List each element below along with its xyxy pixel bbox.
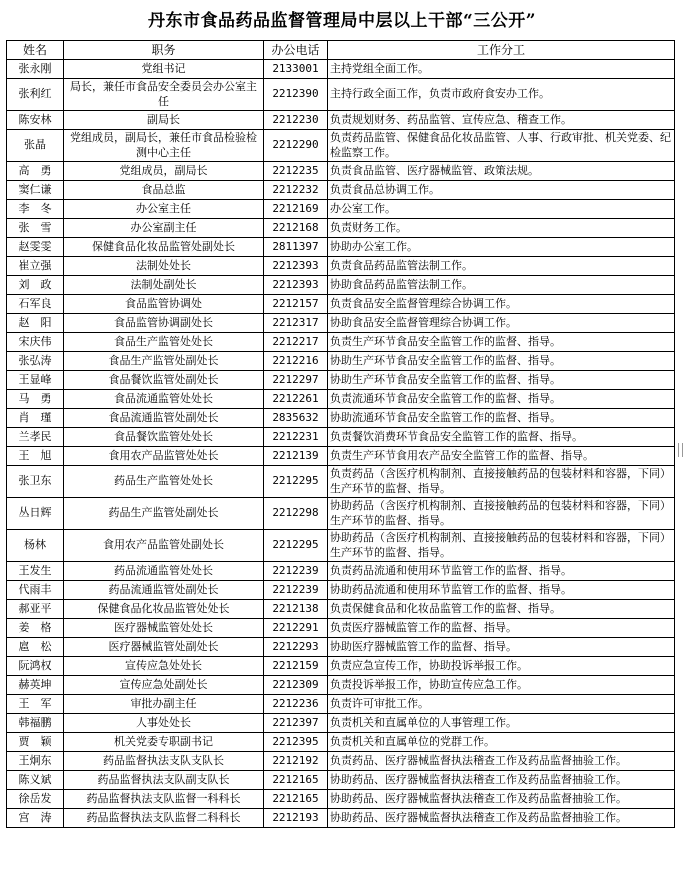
cell-post: 党组成员，副局长: [64, 162, 264, 181]
cell-name: 石军良: [7, 295, 64, 314]
cell-phone: 2212168: [264, 219, 328, 238]
cell-duty: 协助生产环节食品安全监管工作的监督、指导。: [328, 352, 675, 371]
cell-phone: 2212192: [264, 752, 328, 771]
cell-phone: 2212298: [264, 498, 328, 530]
cell-name: 宫 涛: [7, 809, 64, 828]
cell-post: 副局长: [64, 111, 264, 130]
cell-duty: 负责机关和直属单位的人事管理工作。: [328, 714, 675, 733]
cell-post: 药品监督执法支队监督二科科长: [64, 809, 264, 828]
cell-name: 马 勇: [7, 390, 64, 409]
cell-phone: 2212157: [264, 295, 328, 314]
cell-name: 刘 政: [7, 276, 64, 295]
cell-post: 机关党委专职副书记: [64, 733, 264, 752]
cell-name: 王炯东: [7, 752, 64, 771]
cell-duty: 负责药品、医疗器械监督执法稽查工作及药品监督抽验工作。: [328, 752, 675, 771]
table-row: [7, 79, 675, 111]
table-row: [7, 619, 675, 638]
cell-duty: 协助流通环节食品安全监管工作的监督、指导。: [328, 409, 675, 428]
cell-name: 丛日辉: [7, 498, 64, 530]
cell-name: 张永刚: [7, 60, 64, 79]
cell-name: 陈义斌: [7, 771, 64, 790]
cell-duty: 协助药品、医疗器械监督执法稽查工作及药品监督抽验工作。: [328, 809, 675, 828]
table-row: [7, 600, 675, 619]
cell-duty: 负责应急宣传工作，协助投诉举报工作。: [328, 657, 675, 676]
cell-name: 徐岳发: [7, 790, 64, 809]
cell-phone: 2212231: [264, 428, 328, 447]
table-row: [7, 657, 675, 676]
cell-phone: 2212393: [264, 276, 328, 295]
cell-name: 赵雯雯: [7, 238, 64, 257]
cell-duty: 协助医疗器械监管工作的监督、指导。: [328, 638, 675, 657]
cell-phone: 2133001: [264, 60, 328, 79]
table-row: [7, 790, 675, 809]
cell-post: 食用农产品监管处副处长: [64, 530, 264, 562]
cell-post: 局长，兼任市食品安全委员会办公室主任: [64, 79, 264, 111]
table-header-row: [7, 41, 675, 60]
cell-duty: 负责许可审批工作。: [328, 695, 675, 714]
cell-phone: 2212165: [264, 771, 328, 790]
cell-name: 赵 阳: [7, 314, 64, 333]
table-row: [7, 111, 675, 130]
cell-phone: 2212235: [264, 162, 328, 181]
cell-duty: 负责规划财务、药品监管、宣传应急、稽查工作。: [328, 111, 675, 130]
cell-post: 党组成员，副局长，兼任市食品检验检测中心主任: [64, 130, 264, 162]
cell-duty: 负责药品监管、保健食品化妆品监管、人事、行政审批、机关党委、纪检监察工作。: [328, 130, 675, 162]
table-row: [7, 447, 675, 466]
cell-duty: 主持行政全面工作，负责市政府食安办工作。: [328, 79, 675, 111]
table-row: [7, 695, 675, 714]
cell-duty: 负责流通环节食品安全监管工作的监督、指导。: [328, 390, 675, 409]
cell-duty: 负责财务工作。: [328, 219, 675, 238]
cell-post: 宣传应急处副处长: [64, 676, 264, 695]
table-row: [7, 276, 675, 295]
cell-duty: 办公室工作。: [328, 200, 675, 219]
cell-post: 法制处副处长: [64, 276, 264, 295]
table-body: [7, 60, 675, 828]
cell-phone: 2212217: [264, 333, 328, 352]
table-row: [7, 200, 675, 219]
cell-name: 郝亚平: [7, 600, 64, 619]
table-row: [7, 714, 675, 733]
cell-phone: 2212317: [264, 314, 328, 333]
cell-phone: 2212236: [264, 695, 328, 714]
cell-post: 食品流通监管处副处长: [64, 409, 264, 428]
table-row: [7, 352, 675, 371]
cell-post: 食品监管协调副处长: [64, 314, 264, 333]
cell-name: 王 旭: [7, 447, 64, 466]
table-row: [7, 60, 675, 79]
cell-name: 肖 瑾: [7, 409, 64, 428]
cell-duty: 负责餐饮消费环节食品安全监管工作的监督、指导。: [328, 428, 675, 447]
cell-name: 陈安林: [7, 111, 64, 130]
table-row: [7, 428, 675, 447]
cell-post: 药品监督执法支队支队长: [64, 752, 264, 771]
cell-post: 食品总监: [64, 181, 264, 200]
cell-name: 崔立强: [7, 257, 64, 276]
cell-post: 食用农产品监管处处长: [64, 447, 264, 466]
scroll-grip: [678, 443, 683, 457]
table-row: [7, 530, 675, 562]
table-row: [7, 771, 675, 790]
cell-phone: 2212169: [264, 200, 328, 219]
table-row: [7, 562, 675, 581]
cell-post: 食品监管协调处: [64, 295, 264, 314]
cell-post: 医疗器械监管处处长: [64, 619, 264, 638]
staff-table: [6, 40, 675, 828]
column-header-post: 职务: [64, 41, 264, 60]
cell-duty: 协助办公室工作。: [328, 238, 675, 257]
cell-duty: 负责食品安全监督管理综合协调工作。: [328, 295, 675, 314]
cell-post: 食品餐饮监管处副处长: [64, 371, 264, 390]
cell-duty: 协助药品、医疗器械监督执法稽查工作及药品监督抽验工作。: [328, 790, 675, 809]
table-row: [7, 409, 675, 428]
cell-duty: 负责投诉举报工作，协助宣传应急工作。: [328, 676, 675, 695]
cell-duty: 负责机关和直属单位的党群工作。: [328, 733, 675, 752]
cell-post: 医疗器械监管处副处长: [64, 638, 264, 657]
cell-post: 保健食品化妆品监管处副处长: [64, 238, 264, 257]
cell-phone: 2212393: [264, 257, 328, 276]
cell-post: 审批办副主任: [64, 695, 264, 714]
cell-duty: 主持党组全面工作。: [328, 60, 675, 79]
cell-name: 兰孝民: [7, 428, 64, 447]
cell-post: 办公室主任: [64, 200, 264, 219]
cell-phone: 2811397: [264, 238, 328, 257]
cell-phone: 2835632: [264, 409, 328, 428]
table-row: [7, 638, 675, 657]
cell-post: 党组书记: [64, 60, 264, 79]
cell-name: 张晶: [7, 130, 64, 162]
cell-duty: 负责药品流通和使用环节监管工作的监督、指导。: [328, 562, 675, 581]
cell-duty: 负责生产环节食品安全监管工作的监督、指导。: [328, 333, 675, 352]
cell-phone: 2212397: [264, 714, 328, 733]
cell-duty: 负责医疗器械监管工作的监督、指导。: [328, 619, 675, 638]
cell-duty: 负责药品（含医疗机构制剂、直接接触药品的包装材料和容器，下同）生产环节的监督、指导。: [328, 466, 675, 498]
cell-phone: 2212390: [264, 79, 328, 111]
cell-post: 食品生产监管处副处长: [64, 352, 264, 371]
cell-post: 人事处处长: [64, 714, 264, 733]
table-row: [7, 733, 675, 752]
cell-name: 高 勇: [7, 162, 64, 181]
cell-phone: 2212138: [264, 600, 328, 619]
table-row: [7, 181, 675, 200]
table-row: [7, 295, 675, 314]
table-row: [7, 466, 675, 498]
cell-phone: 2212159: [264, 657, 328, 676]
cell-name: 韩福鹏: [7, 714, 64, 733]
cell-name: 扈 松: [7, 638, 64, 657]
cell-post: 食品流通监管处处长: [64, 390, 264, 409]
cell-duty: 负责食品总协调工作。: [328, 181, 675, 200]
cell-post: 食品生产监管处处长: [64, 333, 264, 352]
table-row: [7, 333, 675, 352]
table-row: [7, 371, 675, 390]
table-row: [7, 219, 675, 238]
cell-name: 王发生: [7, 562, 64, 581]
cell-name: 姜 格: [7, 619, 64, 638]
table-row: [7, 238, 675, 257]
column-header-phone: 办公电话: [264, 41, 328, 60]
table-row: [7, 130, 675, 162]
cell-duty: 协助药品（含医疗机构制剂、直接接触药品的包装材料和容器，下同）生产环节的监督、指导。: [328, 498, 675, 530]
cell-phone: 2212232: [264, 181, 328, 200]
cell-post: 宣传应急处处长: [64, 657, 264, 676]
table-row: [7, 752, 675, 771]
table-row: [7, 162, 675, 181]
table-row: [7, 314, 675, 333]
cell-name: 杨林: [7, 530, 64, 562]
cell-name: 窦仁谦: [7, 181, 64, 200]
cell-name: 赫英坤: [7, 676, 64, 695]
column-header-duty: 工作分工: [328, 41, 675, 60]
cell-phone: 2212297: [264, 371, 328, 390]
cell-phone: 2212230: [264, 111, 328, 130]
cell-name: 宋庆伟: [7, 333, 64, 352]
cell-phone: 2212239: [264, 562, 328, 581]
table-row: [7, 809, 675, 828]
table-row: [7, 676, 675, 695]
cell-duty: 负责保健食品和化妆品监管工作的监督、指导。: [328, 600, 675, 619]
cell-duty: 负责食品药品监管法制工作。: [328, 257, 675, 276]
cell-post: 药品生产监管处处长: [64, 466, 264, 498]
cell-phone: 2212295: [264, 530, 328, 562]
column-header-name: 姓名: [7, 41, 64, 60]
cell-phone: 2212395: [264, 733, 328, 752]
cell-phone: 2212290: [264, 130, 328, 162]
cell-name: 李 冬: [7, 200, 64, 219]
cell-phone: 2212216: [264, 352, 328, 371]
cell-phone: 2212291: [264, 619, 328, 638]
cell-name: 张 雪: [7, 219, 64, 238]
cell-post: 药品监督执法支队监督一科科长: [64, 790, 264, 809]
cell-post: 法制处处长: [64, 257, 264, 276]
cell-name: 王显峰: [7, 371, 64, 390]
cell-phone: 2212295: [264, 466, 328, 498]
table-row: [7, 390, 675, 409]
cell-phone: 2212261: [264, 390, 328, 409]
cell-phone: 2212239: [264, 581, 328, 600]
cell-phone: 2212139: [264, 447, 328, 466]
cell-name: 代雨丰: [7, 581, 64, 600]
cell-post: 食品餐饮监管处处长: [64, 428, 264, 447]
cell-post: 保健食品化妆品监管处处长: [64, 600, 264, 619]
cell-post: 药品流通监管处副处长: [64, 581, 264, 600]
cell-name: 阮鸿权: [7, 657, 64, 676]
cell-phone: 2212309: [264, 676, 328, 695]
cell-phone: 2212293: [264, 638, 328, 657]
cell-name: 张弘涛: [7, 352, 64, 371]
cell-name: 张利红: [7, 79, 64, 111]
cell-post: 药品流通监管处处长: [64, 562, 264, 581]
cell-duty: 协助药品流通和使用环节监管工作的监督、指导。: [328, 581, 675, 600]
cell-duty: 协助药品、医疗器械监督执法稽查工作及药品监督抽验工作。: [328, 771, 675, 790]
cell-post: 药品生产监管处副处长: [64, 498, 264, 530]
cell-post: 药品监督执法支队副支队长: [64, 771, 264, 790]
table-row: [7, 498, 675, 530]
cell-duty: 协助药品（含医疗机构制剂、直接接触药品的包装材料和容器，下同）生产环节的监督、指导。: [328, 530, 675, 562]
cell-name: 王 军: [7, 695, 64, 714]
cell-duty: 协助食品药品监管法制工作。: [328, 276, 675, 295]
cell-duty: 负责食品监管、医疗器械监管、政策法规。: [328, 162, 675, 181]
table-row: [7, 581, 675, 600]
cell-name: 贾 颖: [7, 733, 64, 752]
cell-post: 办公室副主任: [64, 219, 264, 238]
cell-duty: 协助生产环节食品安全监管工作的监督、指导。: [328, 371, 675, 390]
cell-name: 张卫东: [7, 466, 64, 498]
cell-phone: 2212165: [264, 790, 328, 809]
cell-duty: 负责生产环节食用农产品安全监管工作的监督、指导。: [328, 447, 675, 466]
document-title: 丹东市食品药品监督管理局中层以上干部“三公开”: [147, 11, 537, 31]
cell-duty: 协助食品安全监督管理综合协调工作。: [328, 314, 675, 333]
cell-phone: 2212193: [264, 809, 328, 828]
table-row: [7, 257, 675, 276]
